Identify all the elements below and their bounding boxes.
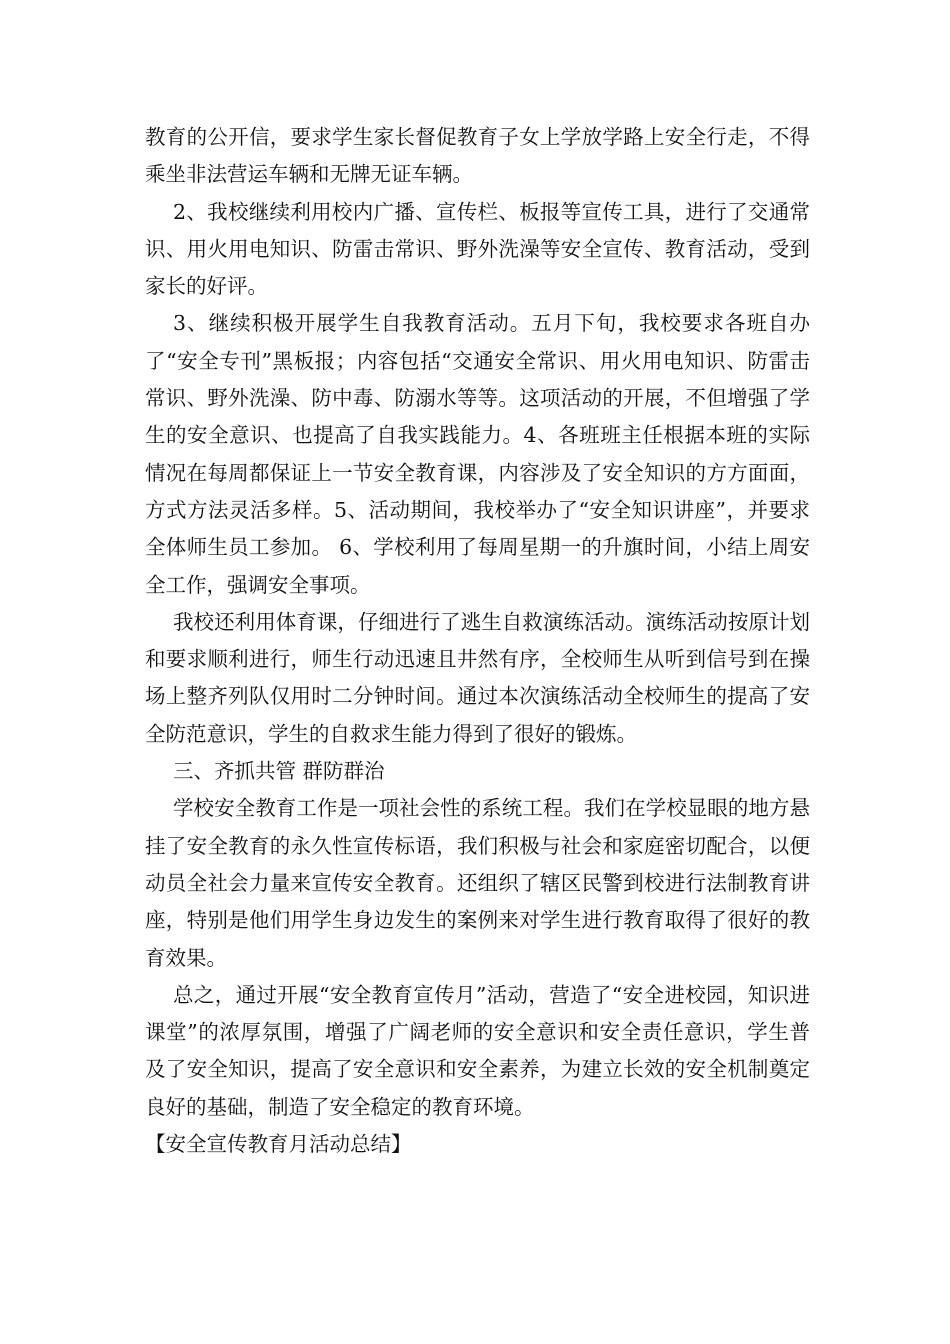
closing-title: 【安全宣传教育月活动总结】 [145,1132,412,1157]
paragraph-item-3: 3、继续积极开展学生自我教育活动。五月下旬，我校要求各班自办了“安全专刊”黑板报；内容包括“交通安全常识、用火用电知识、防雷击常识、野外洗澡、防中毒、防溺水等等。这项活动的开展，不但增强了学生的安全意识、也提高了自我实践能力。4、各班班主任根据本班的实际情况在每周都保证上一节安全教育课，内容涉及了安全知识的方方面面，方式方法灵活多样。5、活动期间，我校举办了“安全知识讲座”，并要求全体师生员工参加。 6、学校利用了每周星期一的升旗时间，小结上周安全工作，强调安全事项。 [145,311,810,597]
paragraph-society: 学校安全教育工作是一项社会性的系统工程。我们在学校显眼的地方悬挂了安全教育的永久性宣传标语，我们积极与社会和家庭密切配合，以便动员全社会力量来宣传安全教育。还组织了辖区民警到校进行法制教育讲座，特别是他们用学生身边发生的案例来对学生进行教育取得了很好的教育效果。 [145,796,810,970]
paragraph-drill: 我校还利用体育课，仔细进行了逃生自救演练活动。演练活动按原计划和要求顺利进行，师生行动迅速且井然有序，全校师生从听到信号到在操场上整齐列队仅用时二分钟时间。通过本次演练活动全校师生的提高了安全防范意识，学生的自救求生能力得到了很好的锻炼。 [145,609,810,746]
paragraph-continuation: 教育的公开信，要求学生家长督促教育子女上学放学路上安全行走，不得乘坐非法营运车辆和无牌无证车辆。 [145,125,810,187]
paragraph-summary: 总之，通过开展“安全教育宣传月”活动，营造了“安全进校园，知识进课堂”的浓厚氛围，增强了广阔老师的安全意识和安全责任意识，学生普及了安全知识，提高了安全意识和安全素养，为建立长效的安全机制奠定良好的基础，制造了安全稳定的教育环境。 [145,982,810,1119]
section-heading: 三、齐抓共管 群防群治 [173,759,385,784]
document-body [145,119,810,1163]
paragraph-item-2: 2、我校继续利用校内广播、宣传栏、板报等宣传工具，进行了交通常识、用火用电知识、防雷击常识、野外洗澡等安全宣传、教育活动，受到家长的好评。 [145,199,810,299]
